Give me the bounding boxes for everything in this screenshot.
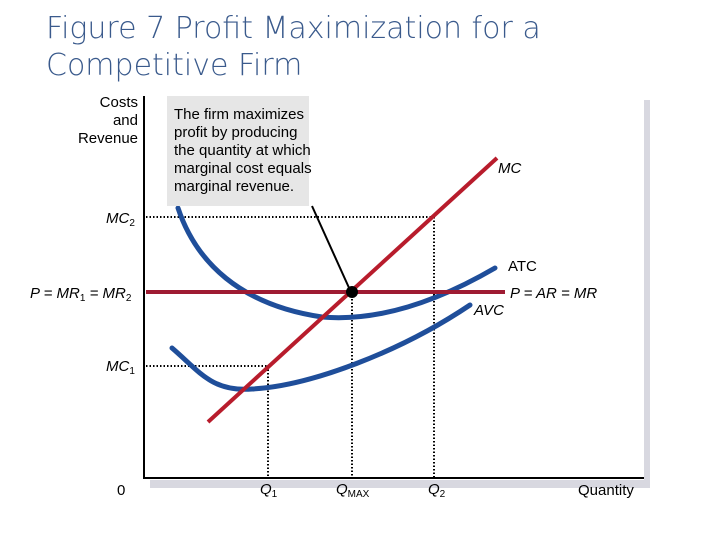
title-line-2: Competitive Firm [46, 48, 303, 83]
atc-curve-label: ATC [508, 258, 537, 275]
title-line-1: Figure 7 Profit Maximization for a [46, 11, 541, 46]
mc-curve-label: MC [498, 160, 522, 177]
mc2-marker-label: $MC_2$ [106, 210, 135, 229]
avc-curve-label: AVC [474, 302, 505, 319]
callout-line-1: The firm maximizes [174, 106, 305, 123]
y-axis-label-line-2: and [112, 112, 138, 129]
origin-label: 0 [117, 482, 126, 499]
price-line-label: P = AR = MR [510, 285, 598, 302]
mc1-marker-label: $MC_1$ [106, 358, 135, 377]
y-axis-label-line-3: Revenue [77, 130, 138, 147]
qmax-marker-label: $Q_{MAX}$ [336, 481, 370, 500]
q1-marker-label: $Q_1$ [260, 481, 278, 500]
callout-line-2: profit by producing [174, 124, 298, 141]
callout-text [174, 106, 374, 196]
x-axis-label: Quantity [578, 482, 634, 499]
y-axis-label-line-1: Costs [99, 94, 138, 111]
callout-line-3: the quantity at which [174, 142, 311, 159]
callout-line-5: marginal revenue. [174, 178, 295, 195]
callout-line-4: marginal cost equals [174, 160, 312, 177]
q2-marker-label: $Q_2$ [428, 481, 446, 500]
profit-max-point [346, 286, 358, 298]
price-marker-label: $P = MR_1 = MR_2$ [30, 285, 132, 304]
